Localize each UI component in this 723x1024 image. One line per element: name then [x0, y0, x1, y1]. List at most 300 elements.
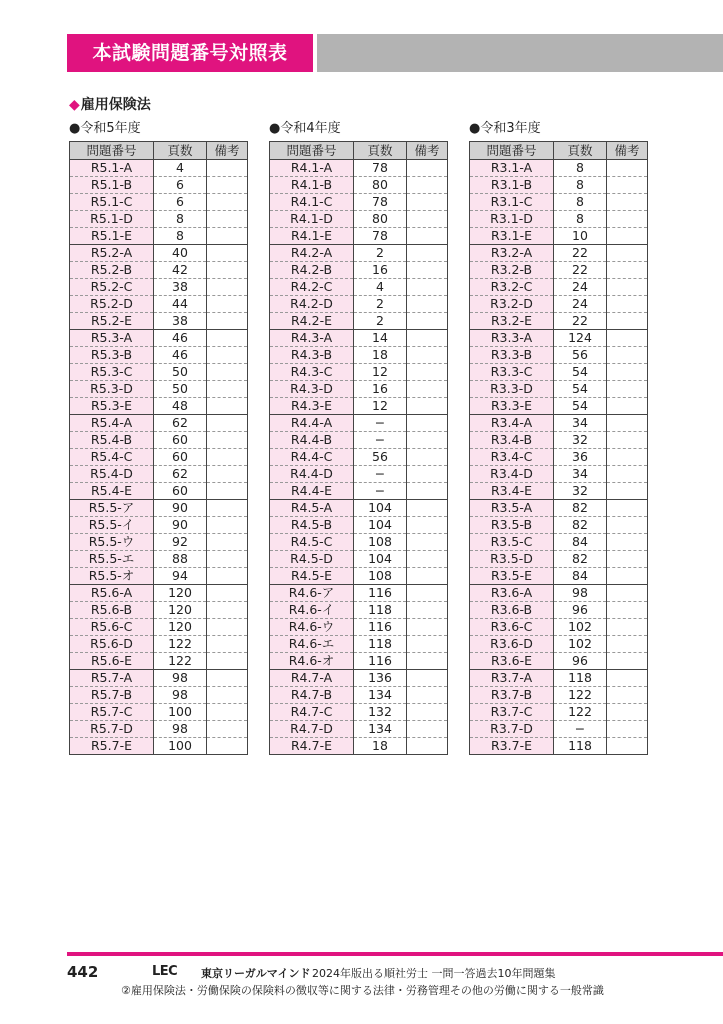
- page-number-cell: 48: [154, 398, 207, 415]
- note-cell: [207, 721, 248, 738]
- note-cell: [607, 738, 648, 755]
- table-row: [470, 381, 648, 398]
- section-title: [69, 94, 151, 114]
- table-row: [70, 194, 248, 211]
- note-cell: [607, 296, 648, 313]
- question-number-cell: R5.5-イ: [70, 517, 154, 534]
- question-number-cell: R3.3-A: [470, 330, 554, 347]
- question-number-cell: R3.5-B: [470, 517, 554, 534]
- note-cell: [207, 415, 248, 432]
- note-cell: [207, 432, 248, 449]
- table-row: [470, 551, 648, 568]
- page-number-cell: 84: [554, 568, 607, 585]
- note-cell: [207, 347, 248, 364]
- table-row: [270, 687, 448, 704]
- note-cell: [207, 313, 248, 330]
- table-row: [470, 313, 648, 330]
- page-number-cell: 118: [354, 636, 407, 653]
- note-cell: [407, 551, 448, 568]
- table-row: [70, 721, 248, 738]
- table-row: [470, 466, 648, 483]
- page-number-cell: 108: [354, 568, 407, 585]
- table-row: [470, 364, 648, 381]
- page-number-cell: 118: [354, 602, 407, 619]
- question-number-cell: R5.4-A: [70, 415, 154, 432]
- question-number-cell: R3.6-D: [470, 636, 554, 653]
- col-header-page: 頁数: [154, 142, 207, 160]
- table-row: [70, 568, 248, 585]
- page-number-cell: −: [354, 432, 407, 449]
- question-number-cell: R4.7-E: [270, 738, 354, 755]
- col-header-note: 備考: [607, 142, 648, 160]
- question-number-cell: R4.3-A: [270, 330, 354, 347]
- question-number-cell: R5.7-E: [70, 738, 154, 755]
- question-table: [469, 141, 648, 755]
- question-number-cell: R3.7-C: [470, 704, 554, 721]
- note-cell: [407, 364, 448, 381]
- table-row: [470, 619, 648, 636]
- page-number-cell: 8: [154, 211, 207, 228]
- year-label: ●令和3年度: [469, 121, 541, 136]
- table-row: [470, 449, 648, 466]
- col-header-no: 問題番号: [270, 142, 354, 160]
- table-row: [70, 330, 248, 347]
- note-cell: [607, 228, 648, 245]
- note-cell: [607, 466, 648, 483]
- table-row: [470, 296, 648, 313]
- question-number-cell: R3.1-A: [470, 160, 554, 177]
- question-number-cell: R4.3-C: [270, 364, 354, 381]
- table-row: [70, 704, 248, 721]
- note-cell: [607, 687, 648, 704]
- table-row: [470, 483, 648, 500]
- note-cell: [407, 483, 448, 500]
- table-row: [470, 398, 648, 415]
- question-number-cell: R5.1-D: [70, 211, 154, 228]
- table-row: [70, 228, 248, 245]
- page-number-cell: 4: [154, 160, 207, 177]
- question-number-cell: R4.3-E: [270, 398, 354, 415]
- question-number-cell: R3.4-D: [470, 466, 554, 483]
- page-number-cell: −: [554, 721, 607, 738]
- note-cell: [407, 653, 448, 670]
- question-number-cell: R5.6-E: [70, 653, 154, 670]
- table-row: [70, 313, 248, 330]
- page-number-cell: 104: [354, 500, 407, 517]
- note-cell: [407, 585, 448, 602]
- question-number-cell: R4.1-E: [270, 228, 354, 245]
- year-label: ●令和5年度: [69, 121, 141, 136]
- page-number-cell: 56: [354, 449, 407, 466]
- table-row: [270, 432, 448, 449]
- page-number-cell: 56: [554, 347, 607, 364]
- question-number-cell: R3.4-A: [470, 415, 554, 432]
- question-number-cell: R5.3-E: [70, 398, 154, 415]
- table-row: [470, 347, 648, 364]
- note-cell: [607, 619, 648, 636]
- page-number-cell: 122: [154, 653, 207, 670]
- note-cell: [407, 279, 448, 296]
- question-number-cell: R4.2-A: [270, 245, 354, 262]
- page-number-cell: 32: [554, 483, 607, 500]
- page-number-cell: 60: [154, 432, 207, 449]
- note-cell: [607, 279, 648, 296]
- page-number-cell: 136: [354, 670, 407, 687]
- note-cell: [207, 738, 248, 755]
- note-cell: [607, 500, 648, 517]
- page-number-cell: 120: [154, 585, 207, 602]
- page-number-cell: 38: [154, 279, 207, 296]
- note-cell: [607, 721, 648, 738]
- page-number-cell: 120: [154, 602, 207, 619]
- note-cell: [407, 415, 448, 432]
- note-cell: [607, 534, 648, 551]
- note-cell: [607, 177, 648, 194]
- page-number-cell: 42: [154, 262, 207, 279]
- question-number-cell: R3.5-C: [470, 534, 554, 551]
- note-cell: [407, 466, 448, 483]
- table-row: [70, 636, 248, 653]
- question-number-cell: R3.7-A: [470, 670, 554, 687]
- page-number-cell: 134: [354, 687, 407, 704]
- note-cell: [407, 568, 448, 585]
- col-header-note: 備考: [407, 142, 448, 160]
- page-number-cell: 98: [154, 670, 207, 687]
- table-row: [70, 398, 248, 415]
- note-cell: [607, 381, 648, 398]
- note-cell: [607, 585, 648, 602]
- note-cell: [207, 500, 248, 517]
- table-row: [470, 687, 648, 704]
- table-row: [270, 245, 448, 262]
- page-number-cell: 132: [354, 704, 407, 721]
- note-cell: [407, 704, 448, 721]
- page-number-cell: 82: [554, 551, 607, 568]
- table-row: [70, 262, 248, 279]
- year-label: ●令和4年度: [269, 121, 341, 136]
- table-row: [470, 279, 648, 296]
- question-number-cell: R3.7-B: [470, 687, 554, 704]
- note-cell: [407, 177, 448, 194]
- note-cell: [207, 517, 248, 534]
- note-cell: [607, 347, 648, 364]
- table-row: [270, 296, 448, 313]
- note-cell: [207, 585, 248, 602]
- question-number-cell: R4.5-E: [270, 568, 354, 585]
- question-number-cell: R3.5-E: [470, 568, 554, 585]
- table-row: [470, 330, 648, 347]
- question-number-cell: R4.6-ウ: [270, 619, 354, 636]
- page-number-cell: 60: [154, 483, 207, 500]
- question-number-cell: R3.7-E: [470, 738, 554, 755]
- question-number-cell: R4.5-D: [270, 551, 354, 568]
- question-number-cell: R5.3-D: [70, 381, 154, 398]
- note-cell: [207, 245, 248, 262]
- col-header-no: 問題番号: [470, 142, 554, 160]
- page-number-cell: 50: [154, 364, 207, 381]
- note-cell: [407, 721, 448, 738]
- question-number-cell: R3.2-C: [470, 279, 554, 296]
- question-number-cell: R3.7-D: [470, 721, 554, 738]
- table-header-row: [70, 142, 248, 160]
- question-number-cell: R4.2-C: [270, 279, 354, 296]
- question-number-cell: R4.3-D: [270, 381, 354, 398]
- page-number-cell: 8: [554, 177, 607, 194]
- lec-logo: LEC: [152, 964, 178, 979]
- page-number-cell: 78: [354, 194, 407, 211]
- page-number-cell: −: [354, 415, 407, 432]
- table-row: [270, 500, 448, 517]
- note-cell: [407, 517, 448, 534]
- page-number-cell: 54: [554, 364, 607, 381]
- note-cell: [207, 296, 248, 313]
- question-number-cell: R5.7-A: [70, 670, 154, 687]
- note-cell: [207, 228, 248, 245]
- question-number-cell: R3.5-D: [470, 551, 554, 568]
- page-number-cell: 102: [554, 619, 607, 636]
- question-number-cell: R5.5-オ: [70, 568, 154, 585]
- page-number-cell: 88: [154, 551, 207, 568]
- table-row: [270, 483, 448, 500]
- page-number-cell: 10: [554, 228, 607, 245]
- note-cell: [207, 687, 248, 704]
- table-row: [270, 279, 448, 296]
- note-cell: [407, 160, 448, 177]
- table-row: [270, 585, 448, 602]
- question-number-cell: R4.5-B: [270, 517, 354, 534]
- question-number-cell: R3.4-B: [470, 432, 554, 449]
- table-row: [270, 534, 448, 551]
- table-row: [270, 449, 448, 466]
- page-number-cell: 82: [554, 500, 607, 517]
- page-number-cell: 94: [154, 568, 207, 585]
- question-number-cell: R4.4-A: [270, 415, 354, 432]
- question-number-cell: R5.3-B: [70, 347, 154, 364]
- note-cell: [607, 245, 648, 262]
- table-row: [270, 347, 448, 364]
- page-number-cell: 34: [554, 466, 607, 483]
- question-number-cell: R5.1-A: [70, 160, 154, 177]
- question-number-cell: R5.5-ア: [70, 500, 154, 517]
- page-number-cell: 6: [154, 194, 207, 211]
- page-number-cell: 124: [554, 330, 607, 347]
- section-title-text: 雇用保険法: [80, 97, 151, 113]
- question-number-cell: R5.1-B: [70, 177, 154, 194]
- page-number-cell: 18: [354, 738, 407, 755]
- page-number-cell: 90: [154, 517, 207, 534]
- page-number-cell: 62: [154, 415, 207, 432]
- page-number-cell: 22: [554, 313, 607, 330]
- page-number-cell: 104: [354, 551, 407, 568]
- col-header-page: 頁数: [554, 142, 607, 160]
- page-number-cell: 6: [154, 177, 207, 194]
- note-cell: [207, 262, 248, 279]
- table-row: [70, 364, 248, 381]
- question-number-cell: R3.3-C: [470, 364, 554, 381]
- page-number-cell: 54: [554, 398, 607, 415]
- table-row: [270, 653, 448, 670]
- table-row: [470, 500, 648, 517]
- table-row: [70, 466, 248, 483]
- note-cell: [607, 704, 648, 721]
- note-cell: [607, 211, 648, 228]
- note-cell: [207, 636, 248, 653]
- note-cell: [407, 534, 448, 551]
- question-number-cell: R5.6-C: [70, 619, 154, 636]
- table-row: [270, 517, 448, 534]
- note-cell: [607, 568, 648, 585]
- page-number-cell: 8: [554, 194, 607, 211]
- note-cell: [407, 449, 448, 466]
- table-row: [270, 228, 448, 245]
- question-number-cell: R5.6-D: [70, 636, 154, 653]
- note-cell: [607, 364, 648, 381]
- note-cell: [407, 262, 448, 279]
- question-number-cell: R4.1-B: [270, 177, 354, 194]
- question-number-cell: R5.5-ウ: [70, 534, 154, 551]
- note-cell: [207, 534, 248, 551]
- footer-rule: [67, 952, 723, 956]
- table-row: [70, 551, 248, 568]
- question-number-cell: R3.1-D: [470, 211, 554, 228]
- table-row: [270, 619, 448, 636]
- table-row: [70, 653, 248, 670]
- page-number-cell: −: [354, 483, 407, 500]
- page-number-cell: 134: [354, 721, 407, 738]
- table-row: [70, 347, 248, 364]
- question-number-cell: R4.4-B: [270, 432, 354, 449]
- table-row: [270, 636, 448, 653]
- note-cell: [607, 551, 648, 568]
- question-number-cell: R5.2-E: [70, 313, 154, 330]
- question-number-cell: R3.3-B: [470, 347, 554, 364]
- note-cell: [407, 619, 448, 636]
- question-number-cell: R4.6-エ: [270, 636, 354, 653]
- table-row: [470, 585, 648, 602]
- question-number-cell: R5.3-A: [70, 330, 154, 347]
- note-cell: [407, 313, 448, 330]
- note-cell: [407, 738, 448, 755]
- table-row: [70, 245, 248, 262]
- question-number-cell: R4.5-A: [270, 500, 354, 517]
- question-number-cell: R3.3-E: [470, 398, 554, 415]
- page-number-cell: 118: [554, 738, 607, 755]
- question-number-cell: R4.2-D: [270, 296, 354, 313]
- publisher-name: 東京リーガルマインド: [201, 967, 311, 980]
- table-row: [470, 194, 648, 211]
- note-cell: [607, 602, 648, 619]
- book-subtitle: ②雇用保険法・労働保険の保険料の徴収等に関する法律・労務管理その他の労働に関する一般常識: [121, 984, 604, 997]
- table-row: [270, 670, 448, 687]
- question-number-cell: R3.1-B: [470, 177, 554, 194]
- note-cell: [607, 330, 648, 347]
- note-cell: [407, 687, 448, 704]
- question-number-cell: R4.5-C: [270, 534, 354, 551]
- question-number-cell: R4.7-B: [270, 687, 354, 704]
- note-cell: [407, 670, 448, 687]
- page-number-cell: 16: [354, 381, 407, 398]
- note-cell: [607, 636, 648, 653]
- note-cell: [607, 415, 648, 432]
- table-row: [470, 160, 648, 177]
- question-number-cell: R3.6-A: [470, 585, 554, 602]
- question-number-cell: R4.7-A: [270, 670, 354, 687]
- question-number-cell: R4.7-C: [270, 704, 354, 721]
- table-row: [270, 313, 448, 330]
- page-number-cell: 34: [554, 415, 607, 432]
- question-number-cell: R5.1-C: [70, 194, 154, 211]
- page-number-cell: 80: [354, 211, 407, 228]
- page-number-cell: 98: [554, 585, 607, 602]
- page-number-cell: −: [354, 466, 407, 483]
- question-number-cell: R5.4-B: [70, 432, 154, 449]
- question-number-cell: R5.2-B: [70, 262, 154, 279]
- page-number-cell: 118: [554, 670, 607, 687]
- note-cell: [407, 330, 448, 347]
- note-cell: [207, 653, 248, 670]
- page-number-cell: 78: [354, 228, 407, 245]
- question-number-cell: R4.3-B: [270, 347, 354, 364]
- page-number-cell: 98: [154, 721, 207, 738]
- page-number-cell: 104: [354, 517, 407, 534]
- question-number-cell: R4.6-イ: [270, 602, 354, 619]
- question-number-cell: R3.4-E: [470, 483, 554, 500]
- question-table: [269, 141, 448, 755]
- table-row: [270, 381, 448, 398]
- table-row: [270, 262, 448, 279]
- page-number-cell: 98: [154, 687, 207, 704]
- page-number-cell: 116: [354, 619, 407, 636]
- table-row: [470, 721, 648, 738]
- question-number-cell: R3.1-E: [470, 228, 554, 245]
- page-number-cell: 2: [354, 245, 407, 262]
- note-cell: [407, 347, 448, 364]
- note-cell: [207, 619, 248, 636]
- note-cell: [607, 670, 648, 687]
- page-number-cell: 82: [554, 517, 607, 534]
- table-row: [270, 211, 448, 228]
- table-row: [470, 228, 648, 245]
- question-number-cell: R4.4-E: [270, 483, 354, 500]
- table-row: [70, 296, 248, 313]
- table-row: [70, 211, 248, 228]
- page-number-cell: 8: [554, 211, 607, 228]
- table-row: [270, 415, 448, 432]
- note-cell: [207, 670, 248, 687]
- page-number-cell: 46: [154, 347, 207, 364]
- question-number-cell: R4.2-E: [270, 313, 354, 330]
- note-cell: [607, 449, 648, 466]
- note-cell: [607, 313, 648, 330]
- question-number-cell: R5.7-B: [70, 687, 154, 704]
- note-cell: [407, 194, 448, 211]
- page-number-cell: 96: [554, 602, 607, 619]
- note-cell: [207, 279, 248, 296]
- question-number-cell: R5.7-C: [70, 704, 154, 721]
- page-number-cell: 120: [154, 619, 207, 636]
- table-row: [70, 177, 248, 194]
- table-row: [470, 653, 648, 670]
- note-cell: [607, 398, 648, 415]
- table-row: [70, 432, 248, 449]
- note-cell: [607, 483, 648, 500]
- page-number-cell: 40: [154, 245, 207, 262]
- col-header-no: 問題番号: [70, 142, 154, 160]
- table-block-r4: [269, 119, 447, 755]
- question-number-cell: R5.1-E: [70, 228, 154, 245]
- note-cell: [607, 653, 648, 670]
- page-number-cell: 2: [354, 296, 407, 313]
